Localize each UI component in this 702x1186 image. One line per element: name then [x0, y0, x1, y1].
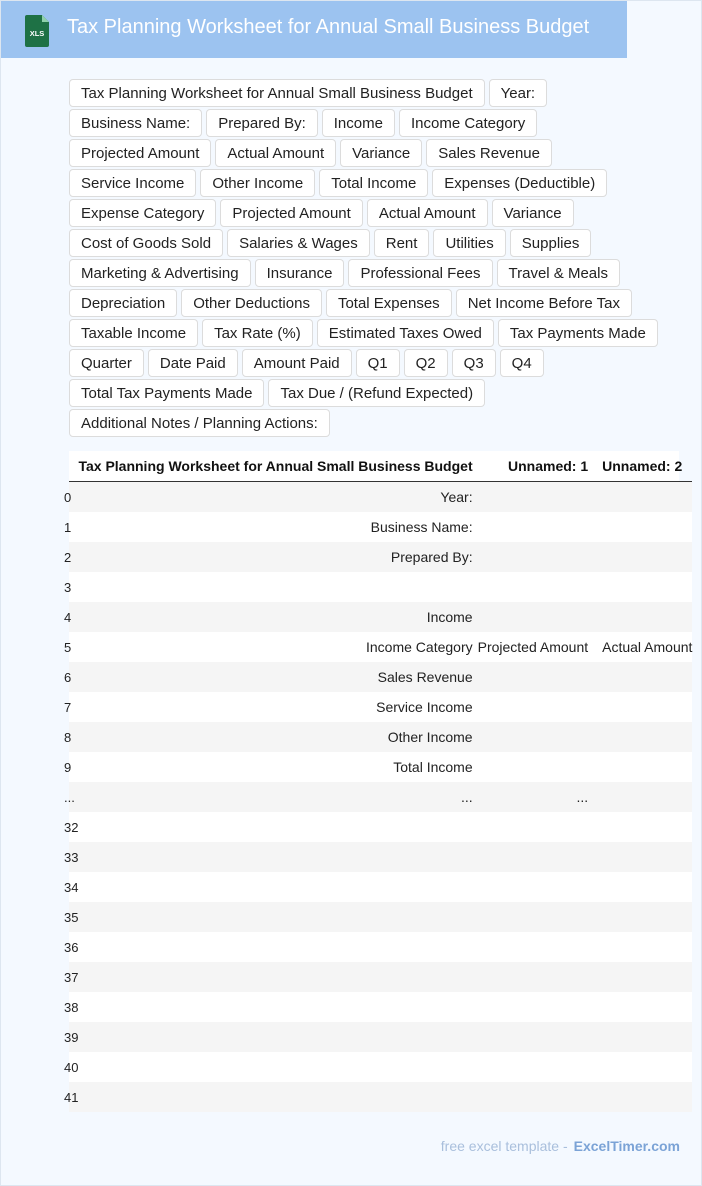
header-chip: Actual Amount [215, 139, 336, 167]
table-row [69, 1052, 692, 1082]
row-index-label: 8 [64, 729, 72, 745]
table-row [69, 962, 692, 992]
row-index[interactable] [64, 812, 79, 842]
table-cell[interactable] [593, 692, 692, 722]
table-cell[interactable]: Other Income [78, 722, 477, 752]
row-index-label: 38 [64, 999, 79, 1015]
header-chip: Actual Amount [367, 199, 488, 227]
row-index[interactable] [64, 782, 78, 812]
row-index[interactable] [64, 1082, 79, 1112]
table-row [69, 842, 692, 872]
table-row [69, 572, 692, 602]
row-index[interactable] [64, 1022, 79, 1052]
header-chip: Projected Amount [69, 139, 211, 167]
table-row [69, 932, 692, 962]
header-chip: Salaries & Wages [227, 229, 370, 257]
row-index-label: 32 [64, 819, 79, 835]
header-chip: Supplies [510, 229, 592, 257]
table-cell[interactable] [478, 962, 594, 992]
header-chip: Q2 [404, 349, 448, 377]
data-table-viewport[interactable] [64, 451, 693, 1112]
table-cell[interactable] [593, 722, 692, 752]
header-chip: Tax Rate (%) [202, 319, 313, 347]
table-cell[interactable] [593, 902, 692, 932]
table-row [69, 662, 692, 692]
header-chip: Expense Category [69, 199, 216, 227]
table-cell[interactable] [478, 602, 594, 632]
table-cell[interactable] [478, 902, 594, 932]
row-index[interactable] [64, 992, 79, 1022]
header-chip: Amount Paid [242, 349, 352, 377]
row-index-label: 36 [64, 939, 79, 955]
table-cell[interactable] [593, 932, 692, 962]
table-cell[interactable] [78, 932, 477, 962]
table-cell[interactable] [478, 1052, 594, 1082]
row-index-label: 34 [64, 879, 79, 895]
table-cell[interactable]: ... [78, 782, 477, 812]
table-row [69, 512, 692, 542]
table-cell[interactable] [593, 872, 692, 902]
row-index-label: 37 [64, 969, 79, 985]
header-chip: Professional Fees [348, 259, 492, 287]
header-chip: Cost of Goods Sold [69, 229, 223, 257]
page-title: Tax Planning Worksheet for Annual Small Business Budget [67, 16, 590, 38]
table-cell[interactable] [478, 992, 594, 1022]
table-row [69, 692, 692, 722]
table-cell[interactable] [78, 812, 477, 842]
table-row [69, 632, 692, 662]
header-chip-list [69, 79, 675, 437]
header-chip: Total Income [319, 169, 428, 197]
table-cell[interactable]: ... [478, 782, 594, 812]
svg-text:XLS: XLS [29, 29, 45, 38]
header-chip: Total Tax Payments Made [69, 379, 264, 407]
footer-credit [441, 1138, 680, 1154]
footer-brand-link[interactable]: ExcelTimer.com [573, 1138, 680, 1154]
table-cell[interactable] [478, 1022, 594, 1052]
table-cell[interactable] [478, 662, 594, 692]
header-chip: Tax Planning Worksheet for Annual Small Business Budget [69, 79, 485, 107]
table-cell[interactable] [593, 1052, 692, 1082]
row-index[interactable] [64, 512, 78, 542]
header-chip: Income [322, 109, 395, 137]
table-cell[interactable] [593, 1022, 692, 1052]
row-index[interactable] [64, 632, 78, 662]
table-cell[interactable] [478, 512, 594, 542]
table-cell[interactable] [78, 872, 477, 902]
table-cell[interactable] [78, 992, 477, 1022]
row-index[interactable] [64, 962, 79, 992]
row-index-label: 35 [64, 909, 79, 925]
row-index[interactable] [64, 572, 78, 602]
row-index-label: 0 [64, 489, 72, 505]
header-chip: Variance [340, 139, 422, 167]
row-index[interactable] [64, 842, 79, 872]
row-index[interactable] [64, 602, 78, 632]
row-index[interactable] [64, 692, 78, 722]
table-cell[interactable] [78, 572, 477, 602]
header-chip: Quarter [69, 349, 144, 377]
table-cell[interactable]: Year: [78, 482, 477, 513]
table-cell[interactable] [593, 842, 692, 872]
table-cell[interactable] [478, 692, 594, 722]
table-cell[interactable] [478, 842, 594, 872]
title-bar [1, 1, 627, 58]
data-table [64, 451, 693, 1112]
table-row [69, 752, 692, 782]
row-index-label: 4 [64, 609, 72, 625]
row-index-label: 3 [64, 579, 72, 595]
table-header-row [69, 451, 692, 482]
table-row [69, 992, 692, 1022]
table-cell[interactable] [78, 842, 477, 872]
row-index[interactable] [64, 932, 79, 962]
table-cell[interactable] [478, 542, 594, 572]
row-index-label: 2 [64, 549, 72, 565]
table-row [69, 542, 692, 572]
table-cell[interactable] [593, 572, 692, 602]
table-cell[interactable] [593, 1082, 692, 1112]
table-cell[interactable] [593, 752, 692, 782]
header-chip: Marketing & Advertising [69, 259, 251, 287]
column-header[interactable]: Tax Planning Worksheet for Annual Small Business Budget [78, 451, 477, 482]
header-chip: Rent [374, 229, 430, 257]
table-cell[interactable] [478, 1082, 594, 1112]
row-index[interactable] [64, 902, 79, 932]
header-chip: Q3 [452, 349, 496, 377]
row-index-label: 41 [64, 1089, 79, 1105]
row-index[interactable] [64, 1052, 79, 1082]
table-cell[interactable] [478, 812, 594, 842]
header-chip: Insurance [255, 259, 345, 287]
header-chip: Service Income [69, 169, 196, 197]
header-chip: Total Expenses [326, 289, 452, 317]
table-cell[interactable] [478, 872, 594, 902]
table-cell[interactable] [593, 782, 692, 812]
column-header[interactable]: Unnamed: 1 [478, 451, 594, 482]
header-chip: Estimated Taxes Owed [317, 319, 494, 347]
row-index[interactable] [64, 662, 78, 692]
table-cell[interactable] [593, 812, 692, 842]
table-row [69, 812, 692, 842]
header-chip: Other Deductions [181, 289, 322, 317]
row-index-label: 5 [64, 639, 72, 655]
table-cell[interactable] [478, 932, 594, 962]
header-chip: Taxable Income [69, 319, 198, 347]
table-row [69, 782, 692, 812]
row-index[interactable] [64, 482, 78, 513]
row-index-label: 39 [64, 1029, 79, 1045]
header-chip: Date Paid [148, 349, 238, 377]
table-cell[interactable] [593, 602, 692, 632]
table-cell[interactable]: Income Category [78, 632, 477, 662]
table-cell[interactable] [478, 722, 594, 752]
header-chip: Other Income [200, 169, 315, 197]
table-cell[interactable] [78, 1022, 477, 1052]
row-index-label: 7 [64, 699, 72, 715]
header-chip: Tax Due / (Refund Expected) [268, 379, 485, 407]
table-cell[interactable] [593, 992, 692, 1022]
table-cell[interactable] [478, 572, 594, 602]
footer-text: free excel template - [440, 1138, 568, 1154]
header-chip: Utilities [433, 229, 505, 257]
table-cell[interactable] [478, 482, 594, 513]
header-chip: Travel & Meals [497, 259, 620, 287]
table-row [69, 482, 692, 513]
header-chip: Net Income Before Tax [456, 289, 632, 317]
table-cell[interactable] [478, 752, 594, 782]
row-index[interactable] [64, 752, 78, 782]
table-cell[interactable] [593, 962, 692, 992]
row-index-label: 9 [64, 759, 72, 775]
header-chip: Variance [492, 199, 574, 227]
table-row [69, 1082, 692, 1112]
header-chip: Sales Revenue [426, 139, 552, 167]
row-index-label: ... [64, 789, 75, 805]
column-header[interactable]: Unnamed: 2 [593, 451, 692, 482]
header-chip: Income Category [399, 109, 537, 137]
table-cell[interactable] [593, 482, 692, 513]
table-cell[interactable] [78, 962, 477, 992]
row-index-label: 1 [64, 519, 72, 535]
table-cell[interactable] [593, 662, 692, 692]
row-index[interactable] [64, 542, 78, 572]
table-cell[interactable] [593, 512, 692, 542]
header-chip: Prepared By: [206, 109, 318, 137]
table-cell[interactable]: Projected Amount [478, 632, 594, 662]
table-row [69, 872, 692, 902]
header-chip: Q1 [356, 349, 400, 377]
row-index-label: 6 [64, 669, 72, 685]
table-row [69, 1022, 692, 1052]
excel-file-icon [23, 15, 51, 47]
table-row [69, 902, 692, 932]
row-index[interactable] [64, 872, 79, 902]
header-chip: Q4 [500, 349, 544, 377]
header-chip: Additional Notes / Planning Actions: [69, 409, 330, 437]
table-cell[interactable] [78, 1052, 477, 1082]
table-cell[interactable]: Service Income [78, 692, 477, 722]
table-cell[interactable]: Actual Amount [593, 632, 692, 662]
row-index-label: 33 [64, 849, 79, 865]
row-index-label: 40 [64, 1059, 79, 1075]
table-cell[interactable]: Business Name: [78, 512, 477, 542]
row-index[interactable] [64, 722, 78, 752]
table-cell[interactable]: Income [78, 602, 477, 632]
table-cell[interactable] [78, 902, 477, 932]
header-chip: Projected Amount [220, 199, 362, 227]
table-cell[interactable] [78, 1082, 477, 1112]
table-cell[interactable] [593, 542, 692, 572]
header-chip: Expenses (Deductible) [432, 169, 607, 197]
table-cell[interactable]: Prepared By: [78, 542, 477, 572]
header-chip: Year: [489, 79, 547, 107]
header-chip: Business Name: [69, 109, 202, 137]
table-cell[interactable]: Sales Revenue [78, 662, 477, 692]
table-cell[interactable]: Total Income [78, 752, 477, 782]
header-chip: Tax Payments Made [498, 319, 658, 347]
table-row [69, 602, 692, 632]
table-row [69, 722, 692, 752]
index-header [69, 451, 78, 482]
header-chip: Depreciation [69, 289, 177, 317]
